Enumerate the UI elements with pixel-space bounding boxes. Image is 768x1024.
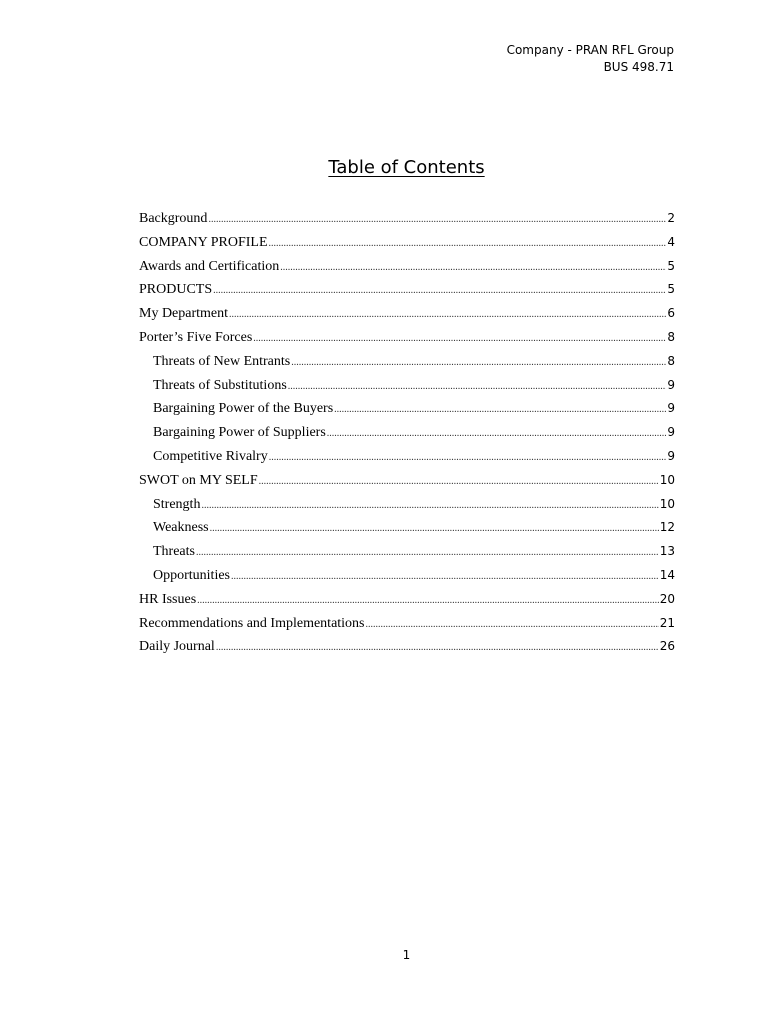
toc-entry-text: Weakness	[153, 520, 209, 536]
toc-dot-leader	[280, 256, 666, 280]
toc-entry-text: Threats	[153, 544, 195, 560]
header-company: Company - PRAN RFL Group	[506, 43, 674, 57]
toc-entry[interactable]	[139, 493, 675, 517]
toc-title	[0, 157, 768, 178]
toc-dot-leader	[327, 422, 667, 446]
toc-entry-page: 2	[667, 211, 675, 225]
page-footer	[0, 948, 768, 962]
toc-entry[interactable]	[139, 635, 675, 659]
toc-dot-leader	[291, 351, 666, 375]
toc-dot-leader	[201, 494, 658, 518]
toc-entry-text: Bargaining Power of the Buyers	[153, 401, 334, 417]
toc-dot-leader	[253, 327, 666, 351]
toc-dot-leader	[269, 232, 667, 256]
toc-dot-leader	[366, 613, 659, 637]
toc-entry[interactable]	[139, 326, 675, 350]
toc-entry-page: 9	[667, 401, 675, 416]
toc-entry-text: Threats of New Entrants	[153, 353, 291, 369]
toc-entry[interactable]	[139, 397, 675, 421]
toc-entry-text: Strength	[153, 496, 201, 512]
toc-entry-text: SWOT on MY SELF	[139, 472, 258, 488]
toc-entry-text: PRODUCTS	[139, 282, 213, 298]
toc-entry-text: Awards and Certification	[139, 258, 280, 274]
table-of-contents	[139, 207, 675, 659]
toc-entry-page: 9	[667, 425, 675, 440]
toc-dot-leader	[229, 303, 666, 327]
toc-entry-text: Porter’s Five Forces	[139, 329, 253, 345]
toc-entry-page: 26	[659, 639, 675, 654]
toc-title-text: Table of Contents	[328, 157, 485, 178]
toc-dot-leader	[197, 589, 659, 613]
toc-entry-page: 20	[659, 591, 675, 606]
toc-entry[interactable]	[139, 516, 675, 540]
toc-entry-page: 21	[659, 615, 675, 630]
toc-entry[interactable]	[139, 278, 675, 302]
toc-entry-page: 13	[659, 544, 675, 559]
toc-dot-leader	[213, 279, 666, 303]
toc-entry-text: Daily Journal	[139, 639, 215, 655]
toc-dot-leader	[196, 541, 659, 565]
toc-entry[interactable]	[139, 421, 675, 445]
toc-entry[interactable]	[139, 445, 675, 469]
toc-dot-leader	[334, 398, 666, 422]
toc-entry[interactable]	[139, 207, 675, 231]
toc-entry[interactable]	[139, 255, 675, 279]
toc-entry[interactable]	[139, 302, 675, 326]
toc-entry-text: Competitive Rivalry	[153, 448, 268, 464]
toc-entry-page: 9	[667, 377, 675, 392]
toc-entry-page: 9	[667, 448, 675, 463]
toc-entry[interactable]	[139, 374, 675, 398]
toc-dot-leader	[210, 517, 659, 541]
toc-entry-page: 10	[659, 496, 675, 511]
toc-entry[interactable]	[139, 612, 675, 636]
toc-entry[interactable]	[139, 231, 675, 255]
header-course: BUS 498.71	[603, 60, 674, 74]
toc-entry-text: Threats of Substitutions	[153, 377, 287, 393]
toc-entry-text: My Department	[139, 306, 229, 322]
toc-entry-text: Recommendations and Implementations	[139, 615, 365, 631]
page-number: 1	[402, 948, 411, 962]
toc-dot-leader	[288, 375, 667, 399]
page-header	[507, 42, 674, 76]
toc-entry-text: COMPANY PROFILE	[139, 234, 268, 250]
toc-entry[interactable]	[139, 540, 675, 564]
toc-entry-page: 8	[667, 353, 675, 368]
toc-dot-leader	[208, 208, 666, 232]
toc-entry-page: 5	[667, 282, 675, 297]
toc-entry-page: 8	[667, 329, 675, 344]
toc-dot-leader	[269, 446, 667, 470]
toc-entry-page: 4	[667, 234, 675, 249]
toc-dot-leader	[259, 470, 659, 494]
toc-entry[interactable]	[139, 350, 675, 374]
toc-entry-page: 12	[659, 520, 675, 535]
toc-entry[interactable]	[139, 564, 675, 588]
toc-entry-text: Opportunities	[153, 567, 230, 583]
toc-entry[interactable]	[139, 588, 675, 612]
toc-entry-page: 14	[659, 567, 675, 582]
toc-dot-leader	[231, 565, 659, 589]
toc-dot-leader	[216, 636, 659, 660]
toc-entry-page: 5	[667, 258, 675, 273]
toc-entry-text: Background	[139, 211, 208, 226]
toc-entry-text: Bargaining Power of Suppliers	[153, 425, 326, 441]
toc-entry-page: 6	[667, 306, 675, 321]
toc-entry-text: HR Issues	[139, 591, 197, 607]
toc-entry[interactable]	[139, 469, 675, 493]
toc-entry-page: 10	[659, 472, 675, 487]
